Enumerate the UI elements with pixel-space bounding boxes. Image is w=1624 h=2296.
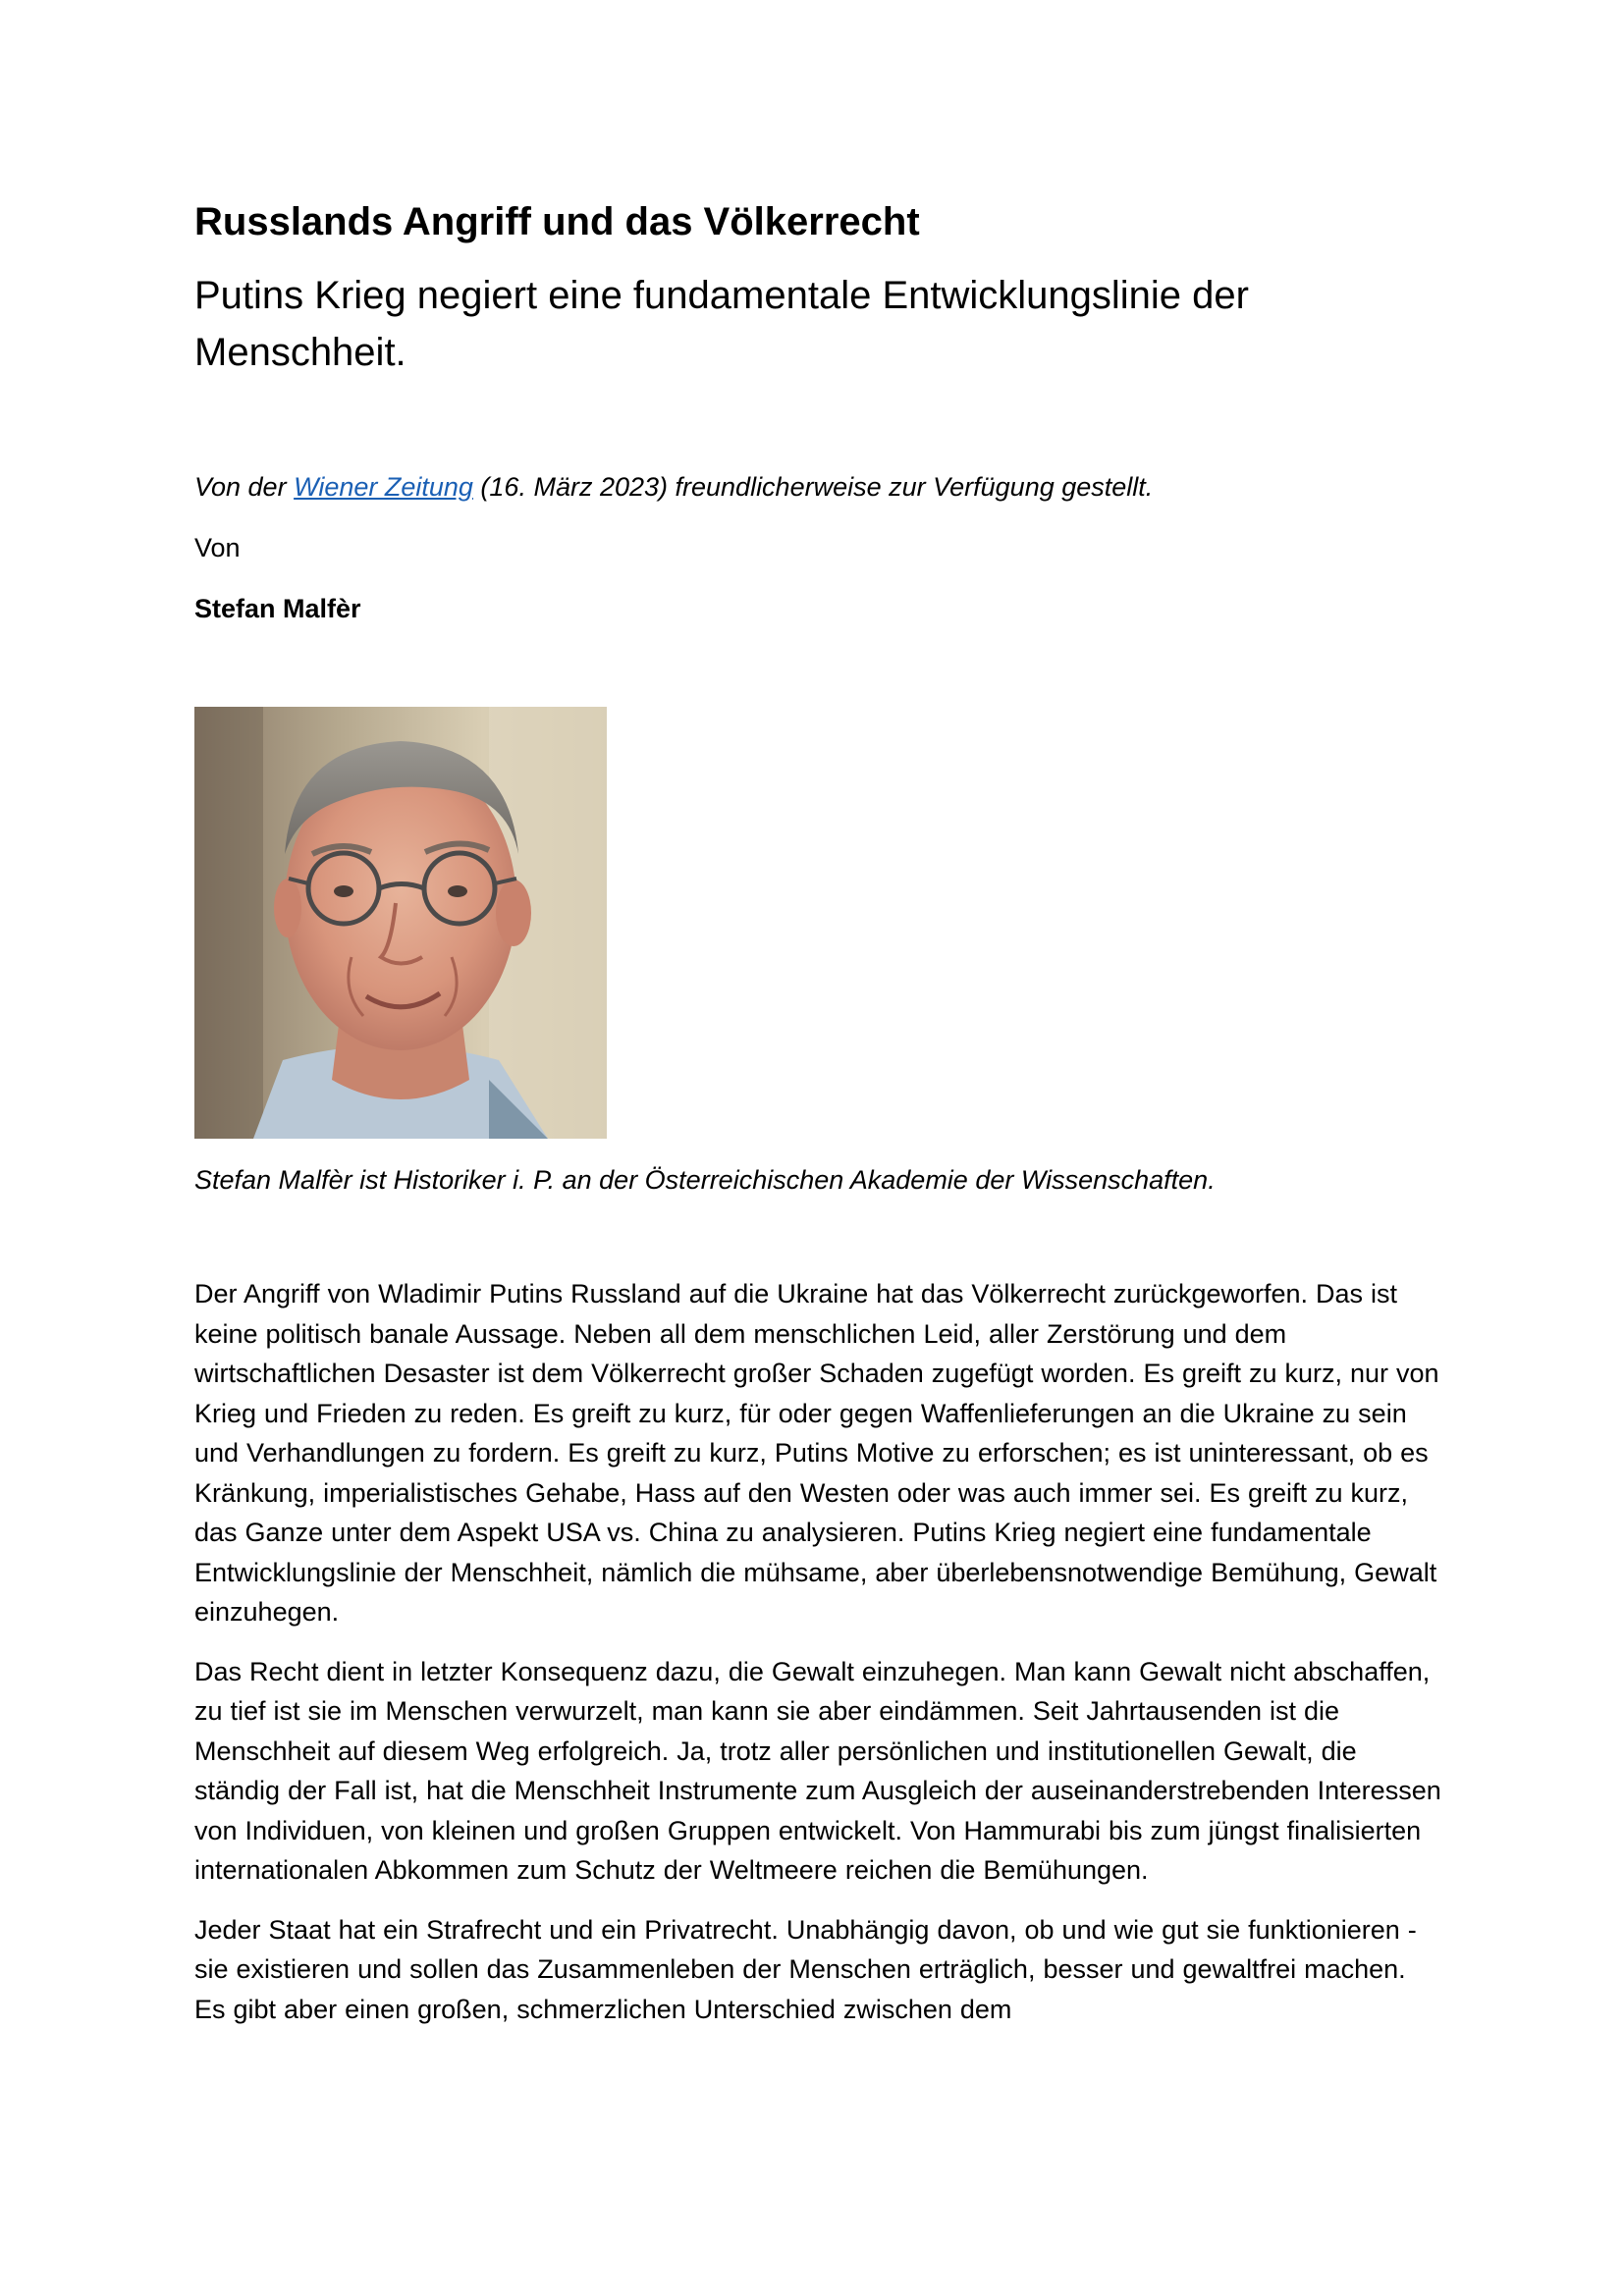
source-note: [194, 467, 1441, 507]
article: [194, 196, 1441, 2049]
photo-caption: Stefan Malfèr ist Historiker i. P. an der Österreichischen Akademie der Wissenschaften.: [194, 1165, 1216, 1195]
source-suffix: (16. März 2023) freundlicherweise zur Verfügung gestellt.: [472, 472, 1154, 502]
source-prefix: Von der: [194, 472, 295, 502]
byline-label: Von: [194, 533, 241, 562]
body-paragraph: Der Angriff von Wladimir Putins Russland auf die Ukraine hat das Völkerrecht zurückgeworfen. Das ist keine politisch banale Aussage. Neben all dem menschlichen Leid, aller Zerstörung und dem wirtschaftlichen Desaster ist dem Völkerrecht großer Schaden zugefügt worden. Es greift zu kurz, nur von Krieg und Frieden zu reden. Es greift zu kurz, für oder gegen Waffenlieferungen an die Ukraine zu sein und Verhandlungen zu fordern. Es greift zu kurz, Putins Motive zu erforschen; es ist uninteressant, ob es Kränkung, imperialistisches Gehabe, Hass auf den Westen oder was auch immer sei. Es greift zu kurz, das Ganze unter dem Aspekt USA vs. China zu analysieren. Putins Krieg negiert eine fundamentale Entwicklungslinie der Menschheit, nämlich die mühsame, aber überlebensnotwendige Bemühung, Gewalt einzuhegen.: [194, 1279, 1439, 1627]
body-paragraph: Jeder Staat hat ein Strafrecht und ein Privatrecht. Unabhängig davon, ob und wie gut sie funktionieren - sie existieren und sollen das Zusammenleben der Menschen erträglich, besser und gewaltfrei machen. Es gibt aber einen großen, schmerzlichen Unterschied zwischen dem: [194, 1914, 1417, 2024]
author-name: Stefan Malfèr: [194, 594, 361, 623]
author-portrait: [194, 707, 607, 1139]
article-subtitle: Putins Krieg negiert eine fundamentale Entwicklungslinie der Menschheit.: [194, 274, 1249, 374]
body-paragraph: Das Recht dient in letzter Konsequenz dazu, die Gewalt einzuhegen. Man kann Gewalt nicht abschaffen, zu tief ist sie im Menschen verwurzelt, man kann sie aber eindämmen. Seit Jahrtausenden ist die Menschheit auf diesem Weg erfolgreich. Ja, trotz aller persönlichen und institutionellen Gewalt, die ständig der Fall ist, hat die Menschheit Instrumente zum Ausgleich der auseinanderstrebenden Interessen von Individuen, von kleinen und großen Gruppen entwickelt. Von Hammurabi bis zum jüngst finalisierten internationalen Abkommen zum Schutz der Weltmeere reichen die Bemühungen.: [194, 1656, 1441, 1885]
wiener-zeitung-link[interactable]: Wiener Zeitung: [294, 472, 473, 502]
article-title: Russlands Angriff und das Völkerrecht: [194, 200, 920, 243]
